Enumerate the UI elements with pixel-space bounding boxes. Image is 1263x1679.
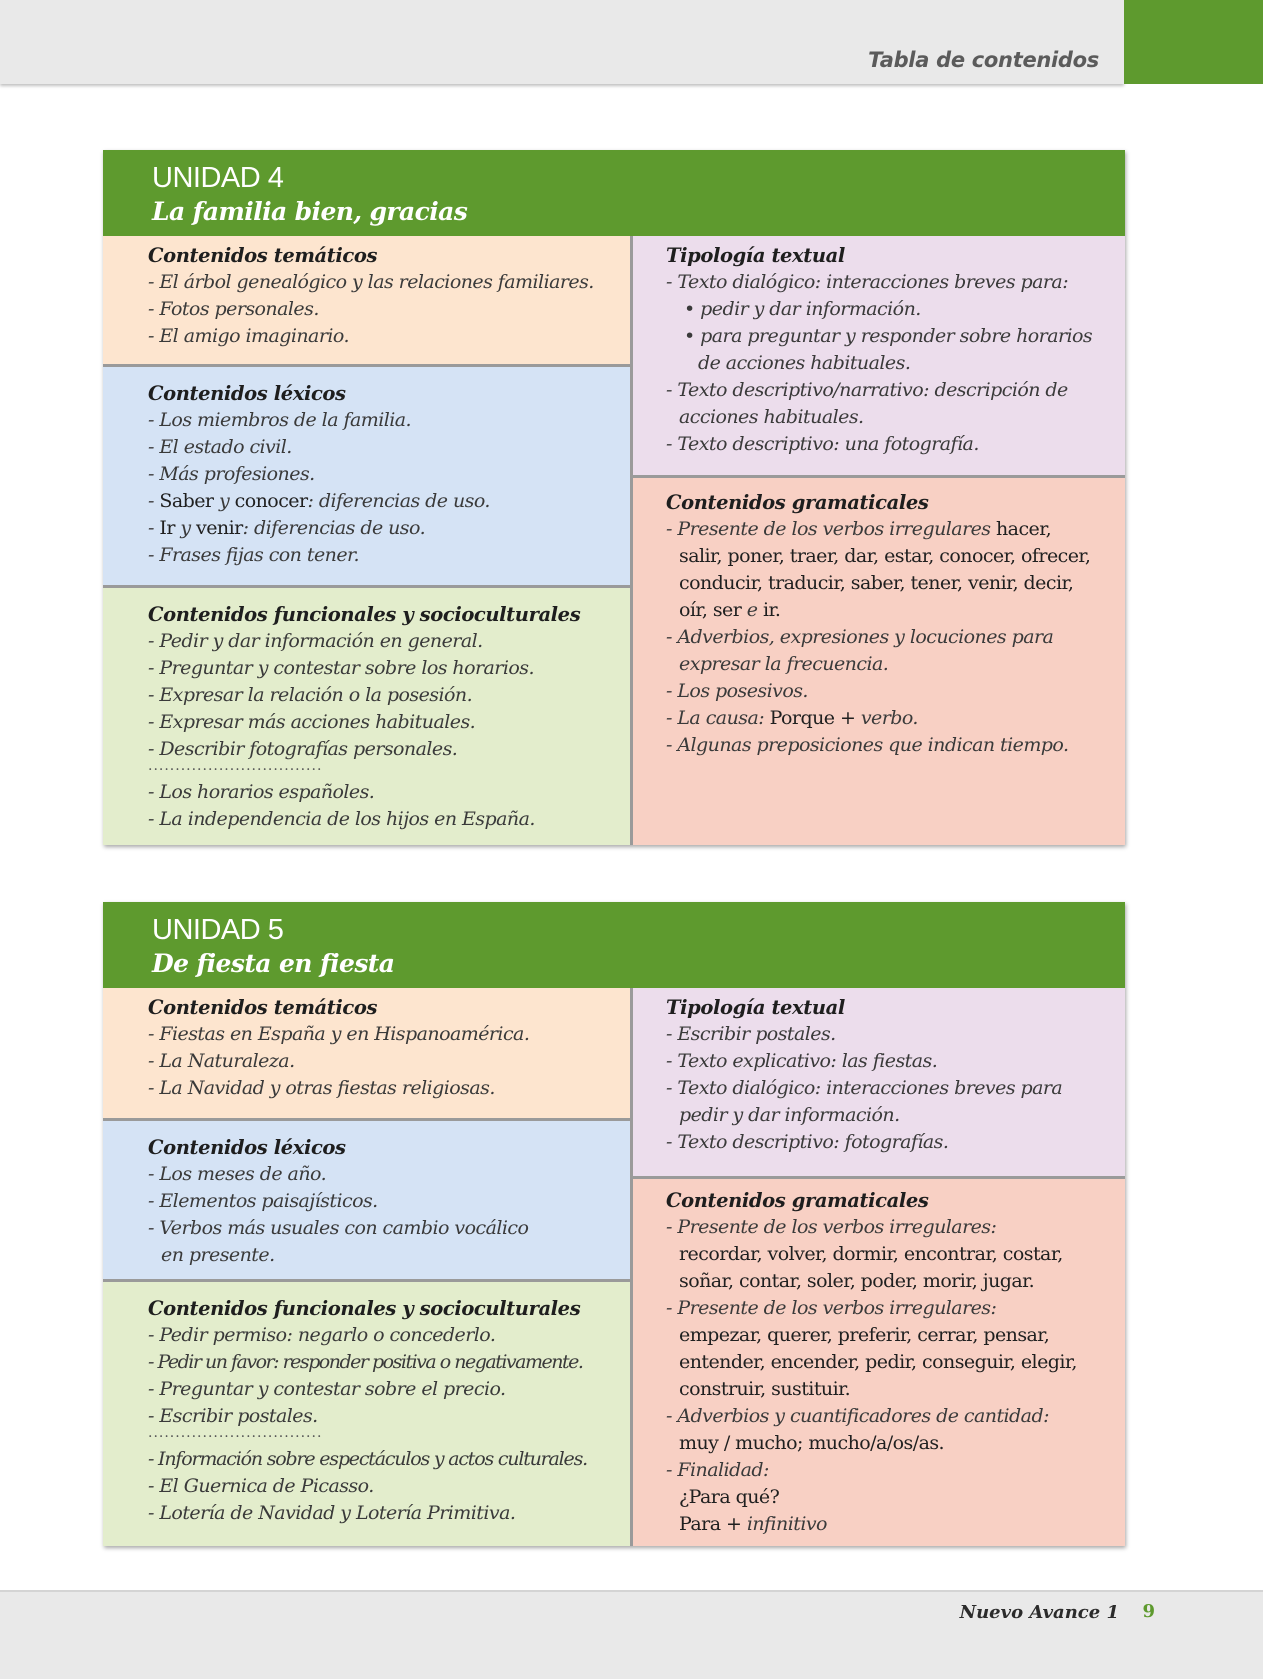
list-item: - Escribir postales. <box>666 1023 836 1045</box>
list-item: de acciones habituales. <box>698 352 911 374</box>
list-item: muy / mucho; mucho/a/os/as. <box>679 1432 945 1454</box>
list-item: pedir y dar información. <box>679 1104 900 1126</box>
list-item: - Texto descriptivo/narrativo: descripción de <box>666 379 1068 401</box>
list-item: oír, ser e ir. <box>679 599 781 621</box>
list-item: - Texto descriptivo: fotografías. <box>666 1131 949 1153</box>
section-title: Tipología textual <box>666 996 845 1019</box>
list-item: • pedir y dar información. <box>684 298 921 320</box>
list-item: - Presente de los verbos irregulares: <box>666 1216 997 1238</box>
list-item: - Fiestas en España y en Hispanoamérica. <box>148 1023 530 1045</box>
list-item: - Frases fijas con tener. <box>148 544 359 566</box>
section-title: Contenidos temáticos <box>148 244 378 267</box>
footer-book-title: Nuevo Avance 1 <box>959 1602 1119 1623</box>
list-item: en presente. <box>161 1244 275 1266</box>
unit-5-table <box>103 902 1125 1546</box>
list-item: - La independencia de los hijos en España. <box>148 808 535 830</box>
list-item: - El Guernica de Picasso. <box>148 1475 374 1497</box>
list-item: - Elementos paisajísticos. <box>148 1190 378 1212</box>
unit-5-header <box>103 902 1125 988</box>
section-title: Contenidos gramaticales <box>666 491 929 514</box>
section-title: Tipología textual <box>666 244 845 267</box>
section-title: Contenidos funcionales y socioculturales <box>148 603 581 626</box>
section-title: Contenidos funcionales y socioculturales <box>148 1297 581 1320</box>
unit-4-table <box>103 150 1125 845</box>
section-title: Contenidos léxicos <box>148 382 346 405</box>
page-number: 9 <box>1142 1601 1155 1622</box>
list-item: expresar la frecuencia. <box>679 653 889 675</box>
list-item: - Más profesiones. <box>148 463 315 485</box>
list-item: - Algunas preposiciones que indican tiempo. <box>666 734 1069 756</box>
list-item: - Texto dialógico: interacciones breves para: <box>666 271 1069 293</box>
list-item: - Finalidad: <box>666 1459 769 1481</box>
list-item: - Pedir un favor: responder positiva o negativamente. <box>148 1351 583 1373</box>
list-item: - Los miembros de la familia. <box>148 409 412 431</box>
list-item: - El árbol genealógico y las relaciones familiares. <box>148 271 594 293</box>
list-item: - Texto dialógico: interacciones breves para <box>666 1077 1063 1099</box>
section-title: Contenidos gramaticales <box>666 1189 929 1212</box>
list-item: - Preguntar y contestar sobre los horarios. <box>148 657 534 679</box>
list-item: - Los posesivos. <box>666 680 808 702</box>
unit-4-funcionales <box>103 585 630 845</box>
list-item: salir, poner, traer, dar, estar, conocer, ofrecer, <box>679 545 1091 567</box>
list-item: • para preguntar y responder sobre horarios <box>684 325 1093 347</box>
list-item: - Expresar más acciones habituales. <box>148 711 476 733</box>
page-header-title: Tabla de contenidos <box>868 48 1099 72</box>
list-item: - Expresar la relación o la posesión. <box>148 684 473 706</box>
list-item: - Describir fotografías personales. <box>148 738 458 760</box>
list-item: - Preguntar y contestar sobre el precio. <box>148 1378 506 1400</box>
list-item: - Lotería de Navidad y Lotería Primitiva. <box>148 1502 516 1524</box>
list-item: - La Naturaleza. <box>148 1050 295 1072</box>
header-accent <box>1124 0 1263 84</box>
unit-4-number: UNIDAD 4 <box>152 162 284 194</box>
list-item: - Verbos más usuales con cambio vocálico <box>148 1217 529 1239</box>
list-item: - Adverbios, expresiones y locuciones para <box>666 626 1054 648</box>
list-item: - Los meses de año. <box>148 1163 327 1185</box>
list-item: recordar, volver, dormir, encontrar, costar, <box>679 1243 1063 1265</box>
dotted-divider: ................................ <box>148 758 323 774</box>
list-item: conducir, traducir, saber, tener, venir, decir, <box>679 572 1074 594</box>
dotted-divider: ................................ <box>148 1425 323 1441</box>
unit-5-gramaticales <box>633 1176 1125 1546</box>
list-item: ¿Para qué? <box>679 1486 780 1508</box>
list-item: empezar, querer, preferir, cerrar, pensar, <box>679 1324 1050 1346</box>
list-item: - Texto descriptivo: una fotografía. <box>666 433 979 455</box>
list-item: - Presente de los verbos irregulares hacer, <box>666 518 1052 540</box>
list-item: - Pedir y dar información en general. <box>148 630 483 652</box>
list-item: - Pedir permiso: negarlo o concederlo. <box>148 1324 496 1346</box>
unit-4-gramaticales <box>633 475 1125 845</box>
unit-5-title: De fiesta en fiesta <box>152 949 395 978</box>
list-item: construir, sustituir. <box>679 1378 851 1400</box>
list-item: - Adverbios y cuantificadores de cantidad: <box>666 1405 1049 1427</box>
section-title: Contenidos léxicos <box>148 1136 346 1159</box>
list-item: - La Navidad y otras fiestas religiosas. <box>148 1077 495 1099</box>
unit-4-header <box>103 150 1125 236</box>
list-item: - La causa: Porque + verbo. <box>666 707 918 729</box>
list-item: - Los horarios españoles. <box>148 781 375 803</box>
list-item: - Texto explicativo: las fiestas. <box>666 1050 938 1072</box>
list-item: - Presente de los verbos irregulares: <box>666 1297 997 1319</box>
list-item: soñar, contar, soler, poder, morir, jugar. <box>679 1270 1035 1292</box>
list-item: - Escribir postales. <box>148 1405 318 1427</box>
unit-4-tematicos <box>103 236 630 364</box>
unit-5-number: UNIDAD 5 <box>152 914 284 946</box>
list-item: - El amigo imaginario. <box>148 325 349 347</box>
list-item: - El estado civil. <box>148 436 292 458</box>
list-item: acciones habituales. <box>679 406 864 428</box>
list-item: - Ir y venir: diferencias de uso. <box>148 517 426 539</box>
list-item: - Información sobre espectáculos y actos culturales. <box>148 1448 587 1470</box>
unit-5-tematicos <box>103 988 630 1118</box>
list-item: Para + infinitivo <box>679 1513 827 1535</box>
list-item: entender, encender, pedir, conseguir, elegir, <box>679 1351 1077 1373</box>
unit-5-funcionales <box>103 1279 630 1546</box>
section-title: Contenidos temáticos <box>148 996 378 1019</box>
unit-4-lexicos <box>103 364 630 585</box>
list-item: - Saber y conocer: diferencias de uso. <box>148 490 490 512</box>
unit-4-title: La familia bien, gracias <box>152 197 468 226</box>
unit-5-lexicos <box>103 1118 630 1279</box>
list-item: - Fotos personales. <box>148 298 319 320</box>
unit-4-tipologia <box>633 236 1125 475</box>
unit-5-tipologia <box>633 988 1125 1176</box>
